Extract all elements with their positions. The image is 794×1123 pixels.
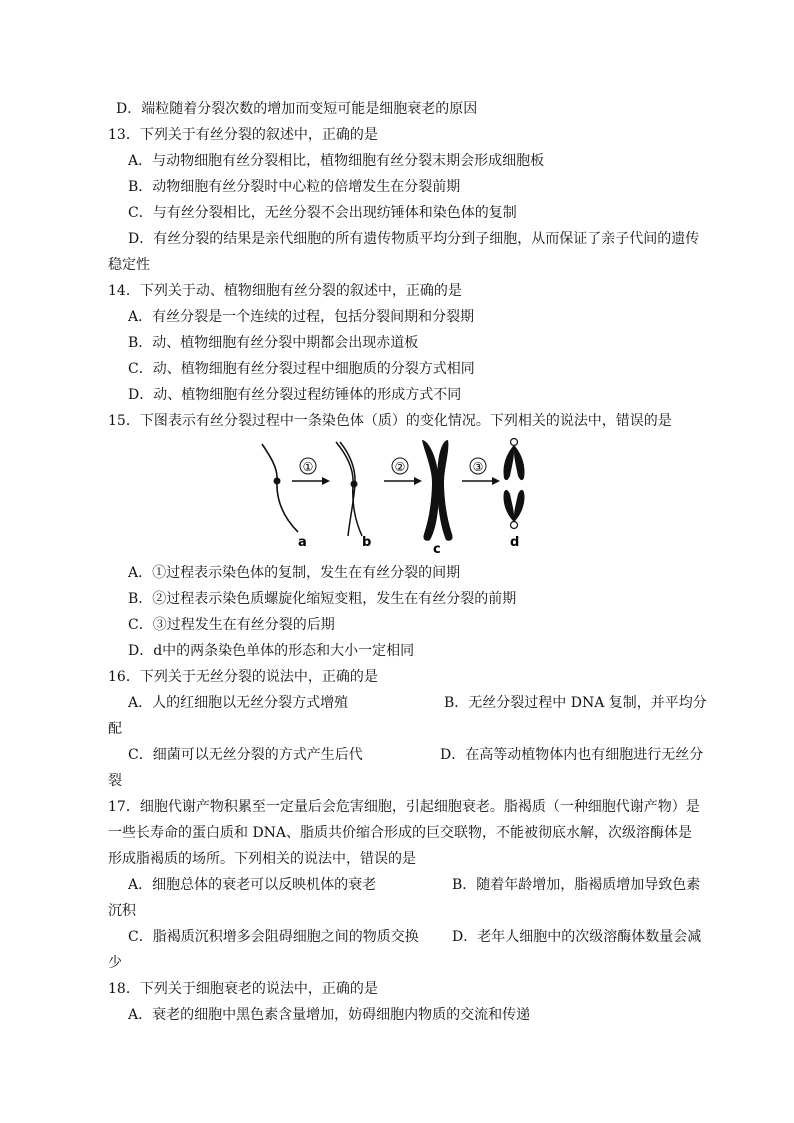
q12-option-d: D．端粒随着分裂次数的增加而变短可能是细胞衰老的原因 [116, 101, 478, 117]
q15-option-c: C．③过程发生在有丝分裂的后期 [128, 617, 335, 633]
q16-option-c: C．细菌可以无丝分裂的方式产生后代 [128, 747, 363, 763]
q17-option-a: A．细胞总体的衰老可以反映机体的衰老 [128, 877, 377, 893]
step1-label: ① [302, 460, 314, 474]
q14-option-d: D．动、植物细胞有丝分裂过程纺锤体的形成方式不同 [128, 387, 462, 403]
centromere-d-bottom [511, 522, 518, 529]
chromosome-c-right [437, 440, 452, 541]
q14-option-a: A．有丝分裂是一个连续的过程，包括分裂间期和分裂期 [128, 309, 475, 325]
chromosome-c-left [422, 440, 439, 541]
q15-option-d: D．d中的两条染色单体的形态和大小一定相同 [128, 643, 415, 659]
q14-option-c: C．动、植物细胞有丝分裂过程中细胞质的分裂方式相同 [128, 361, 475, 377]
q15-option-a: A．①过程表示染色体的复制，发生在有丝分裂的间期 [128, 565, 461, 581]
step3-label: ③ [472, 460, 484, 474]
q17-stem: 17．细胞代谢产物积累至一定量后会危害细胞，引起细胞衰老。脂褐质（一种细胞代谢产物）是 [108, 799, 700, 815]
q17-stem-2: 一些长寿命的蛋白质和 DNA、脂质共价缩合形成的巨交联物，不能被彻底水解，次级溶酶体是 [108, 825, 693, 841]
q14-option-b: B．动、植物细胞有丝分裂中期都会出现赤道板 [128, 335, 419, 351]
q16-option-d: D．在高等动植物体内也有细胞进行无丝分 [440, 747, 704, 763]
q17-option-c: C．脂褐质沉积增多会阻碍细胞之间的物质交换 [128, 929, 419, 945]
q16-option-b-cont: 配 [108, 721, 122, 737]
q16-option-d-cont: 裂 [108, 773, 122, 789]
chromatid-d-top [503, 445, 524, 480]
label-c: c [433, 542, 441, 554]
centromere-d-top [511, 439, 518, 446]
q18-option-a: A．衰老的细胞中黑色素含量增加，妨碍细胞内物质的交流和传递 [128, 1007, 531, 1023]
q15-stem: 15．下图表示有丝分裂过程中一条染色体（质）的变化情况。下列相关的说法中，错误的是 [108, 413, 672, 429]
chromatin-a [262, 444, 298, 532]
q17-option-d-cont: 少 [108, 955, 122, 971]
label-b: b [362, 535, 372, 550]
q14-stem: 14．下列关于动、植物细胞有丝分裂的叙述中，正确的是 [108, 283, 462, 299]
q13-option-d-cont: 稳定性 [108, 257, 150, 273]
q15-option-b: B．②过程表示染色质螺旋化缩短变粗，发生在有丝分裂的前期 [128, 591, 517, 607]
q16-option-a: A．人的红细胞以无丝分裂方式增殖 [128, 695, 349, 711]
q13-option-b: B．动物细胞有丝分裂时中心粒的倍增发生在分裂前期 [128, 179, 461, 195]
q16-option-b: B．无丝分裂过程中 DNA 复制，并平均分 [444, 695, 707, 711]
centromere-a [274, 478, 281, 485]
label-d: d [510, 535, 520, 550]
q16-stem: 16．下列关于无丝分裂的说法中，正确的是 [108, 669, 378, 685]
q13-option-a: A．与动物细胞有丝分裂相比，植物细胞有丝分裂末期会形成细胞板 [128, 153, 545, 169]
q13-stem: 13．下列关于有丝分裂的叙述中，正确的是 [108, 127, 378, 143]
q17-stem-3: 形成脂褐质的场所。下列相关的说法中，错误的是 [108, 851, 416, 867]
q17-option-b: B．随着年龄增加，脂褐质增加导致色素 [452, 877, 701, 893]
q18-stem: 18．下列关于细胞衰老的说法中，正确的是 [108, 981, 378, 997]
q17-option-b-cont: 沉积 [108, 903, 136, 919]
label-a: a [298, 535, 307, 550]
q17-option-d: D．老年人细胞中的次级溶酶体数量会减 [452, 929, 702, 945]
q13-option-d: D．有丝分裂的结果是亲代细胞的所有遗传物质平均分到子细胞，从而保证了亲子代间的遗传 [128, 231, 700, 247]
step2-label: ② [394, 460, 406, 474]
chromosome-figure [250, 436, 540, 554]
centromere-b [351, 481, 358, 488]
q13-option-c: C．与有丝分裂相比，无丝分裂不会出现纺锤体和染色体的复制 [128, 205, 517, 221]
chromatid-d-bottom [503, 490, 524, 522]
